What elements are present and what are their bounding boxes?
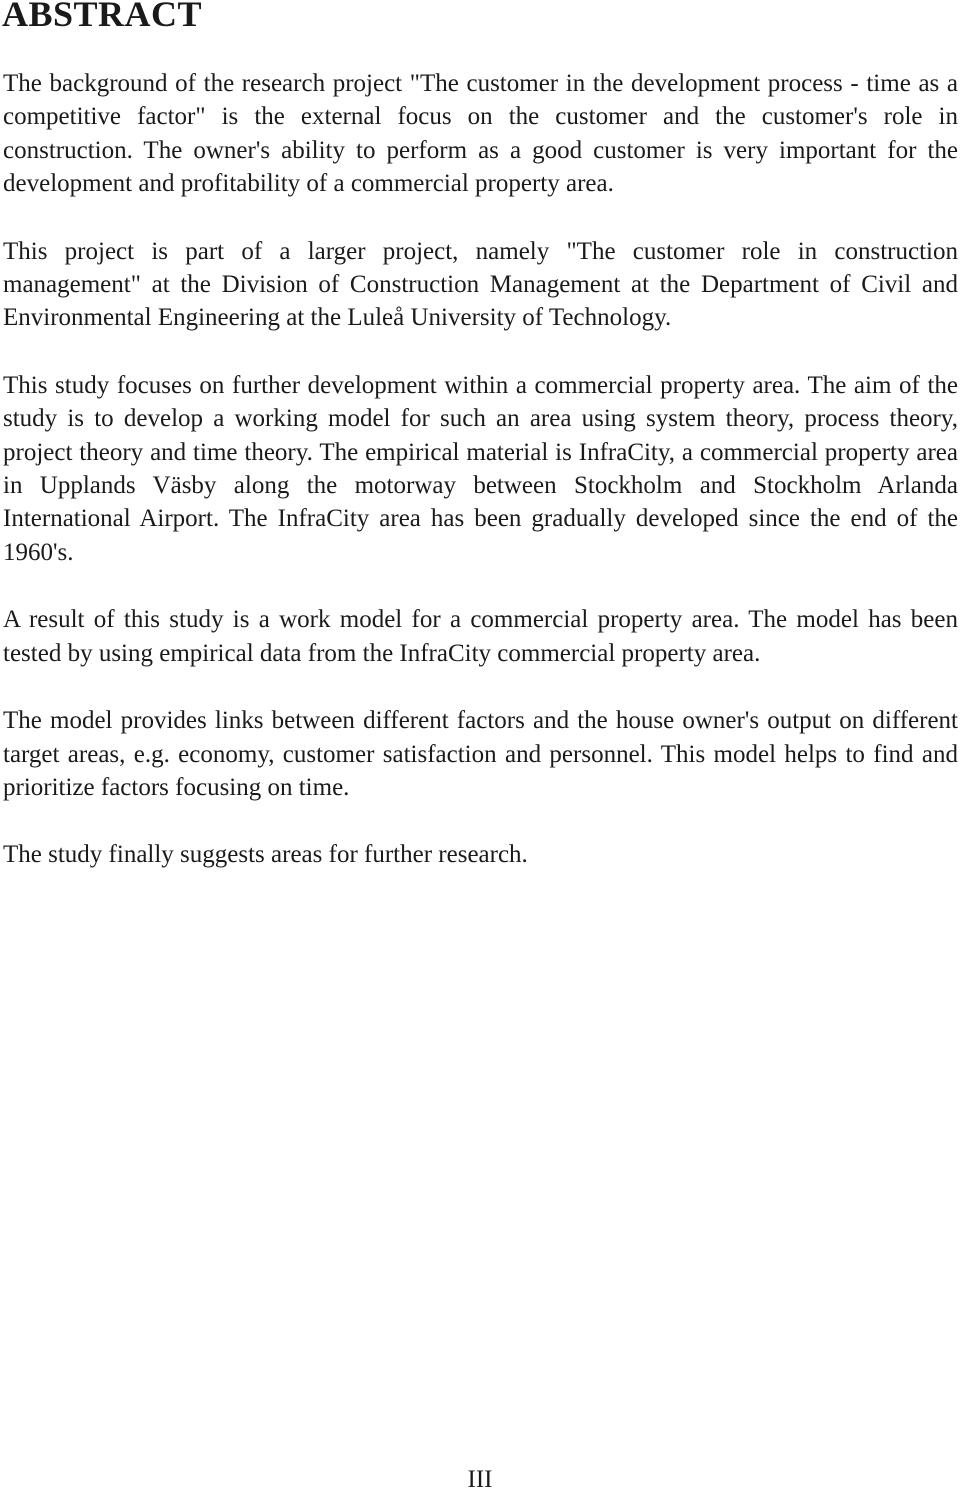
paragraph-project: This project is part of a larger project, namely "The customer role in construction management" at the Division of Construction Management at the Department of Civil and Environmental Engineering at the Luleå University of Technology. — [3, 237, 958, 332]
paragraph-study-focus: This study focuses on further development within a commercial property area. The aim of the study is to develop a working model for such an area using system theory, process theory, project theory and time theory. The empirical material is InfraCity, a commercial property area in Upplands Väsby along the motorway between Stockholm and Stockholm Arlanda International Airport. The InfraCity area has been gradually developed since the end of the 1960's. — [3, 371, 958, 566]
paragraph-background: The background of the research project "The customer in the development process - time as a competitive factor" is the external focus on the customer and the customer's role in construction. The owner's ability to perform as a good customer is very important for the development and profitability of a commercial property area. — [3, 70, 958, 198]
abstract-body — [3, 67, 958, 906]
page-title: ABSTRACT — [2, 0, 203, 34]
paragraph-model: The model provides links between different factors and the house owner's output on different target areas, e.g. economy, customer satisfaction and personnel. This model helps to find and prioritize factors focusing on time. — [3, 707, 958, 801]
paragraph-further-research: The study finally suggests areas for further research. — [3, 841, 528, 869]
paragraph-result: A result of this study is a work model for a commercial property area. The model has been tested by using empirical data from the InfraCity commercial property area. — [3, 606, 958, 667]
page-number: III — [467, 1466, 493, 1493]
